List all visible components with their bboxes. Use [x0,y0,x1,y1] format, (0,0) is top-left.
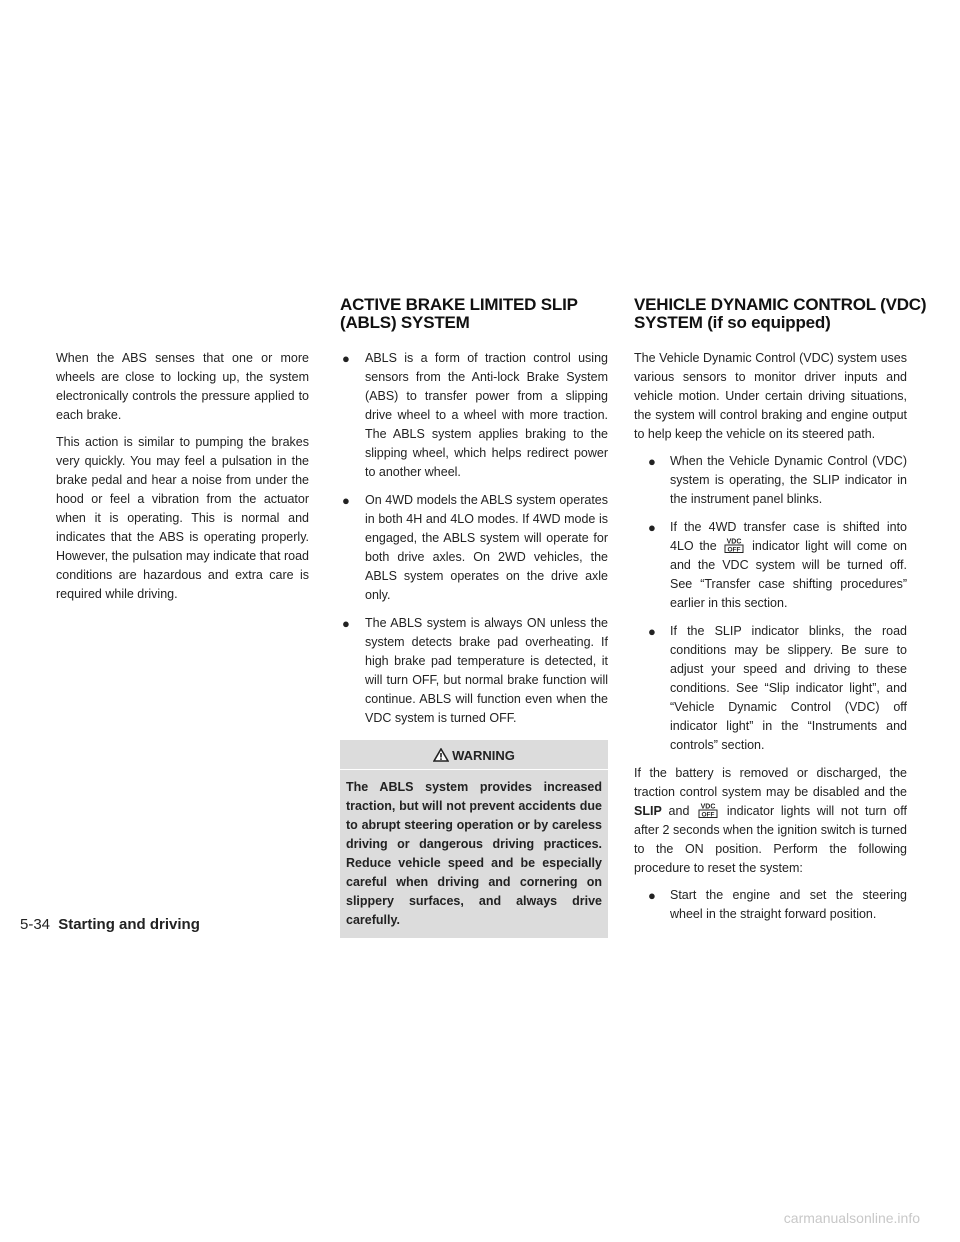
battery-text-a: If the battery is removed or discharged, the traction control system may be disabled and the [634,766,907,799]
vdc-intro: The Vehicle Dynamic Control (VDC) system uses various sensors to monitor driver inputs and vehicle motion. Under certain driving situations, the system will control braking and engine output to help keep the vehicle on its steered path. [634,351,907,441]
vdc-icon-line1: VDC [727,538,742,546]
vdc-bullet [634,452,907,509]
warning-box [340,740,608,938]
column-middle [340,349,608,938]
battery-text-b: indicator lights will not turn off after 2 seconds when the ignition switch is turned to the ON position. Perform the following procedure to reset the system: [634,804,907,875]
abls-bullet-text: The ABLS system is always ON unless the system detects brake pad overheating. If high brake pad temperature is detected, it will turn OFF, but normal brake function will continue. ABLS will function even when the VDC system is turned OFF. [365,616,608,725]
abs-paragraph-1: When the ABS senses that one or more wheels are close to locking up, the system electronically controls the pressure applied to each brake. [56,351,309,422]
bullet-dot-icon: ● [648,520,656,535]
bullet-dot-icon: ● [342,616,350,631]
abls-bullet [340,614,608,728]
vdc-icon-line2: OFF [701,811,715,818]
battery-paragraph [634,764,907,878]
slip-label: SLIP [634,804,662,818]
vdc-bullet-text: When the Vehicle Dynamic Control (VDC) system is operating, the SLIP indicator in the instrument panel blinks. [670,454,907,506]
vdc-bullet-text-b: indicator light will come on and the VDC system will be turned off. See “Transfer case shifting procedures” earlier in this section. [670,539,907,610]
vdc-bullet-text: Start the engine and set the steering wheel in the straight forward position. [670,888,907,921]
warning-triangle-icon [433,748,449,762]
vdc-bullet-text-a: If the 4WD transfer case is shifted into 4LO the [670,520,907,553]
bullet-dot-icon: ● [648,888,656,903]
vdc-bullet [634,518,907,613]
abls-heading: ACTIVE BRAKE LIMITED SLIP (ABLS) SYSTEM [340,295,578,332]
bullet-dot-icon: ● [648,454,656,469]
vdc-icon-line1: VDC [700,803,716,811]
abls-bullet-text: On 4WD models the ABLS system operates in both 4H and 4LO modes. If 4WD mode is engaged, the ABLS system will operate for both drive axles. On 2WD vehicles, the ABLS system operates on the drive axle only. [365,493,608,602]
abls-bullet-text: ABLS is a form of traction control using sensors from the Anti-lock Brake System (ABS) to transfer power from a slipping drive wheel to a wheel with more traction. The ABLS system applies braking to the slipping wheel, which helps redirect power to another wheel. [365,351,608,479]
vdc-bullet [634,622,907,755]
abs-paragraph-2: This action is similar to pumping the brakes very quickly. You may feel a pulsation in the brake pedal and hear a noise from under the hood or feel a vibration from the actuator when it is operating. This is normal and indicates that the ABS is operating properly. However, the pulsation may indicate that road conditions are hazardous and extra care is required while driving. [56,435,309,601]
vdc-off-icon [698,802,718,818]
vdc-bullet [634,886,907,924]
bullet-dot-icon: ● [342,351,350,366]
column-right [634,349,907,933]
warning-header [340,740,608,770]
vdc-bullet-text: If the SLIP indicator blinks, the road conditions may be slippery. Be sure to adjust your speed and driving to these conditions. See “Slip indicator light”, and “Vehicle Dynamic Control (VDC) off indicator light” in the “Instruments and controls” section. [670,624,907,752]
warning-title: WARNING [452,748,515,763]
vdc-icon-line2: OFF [727,546,741,553]
watermark: carmanualsonline.info [783,1210,920,1226]
page-footer [20,916,200,933]
vdc-heading: VEHICLE DYNAMIC CONTROL (VDC) SYSTEM (if so equipped) [634,295,927,332]
column-left [56,349,309,612]
warning-text: The ABLS system provides increased traction, but will not prevent accidents due to abrupt steering operation or by careless driving or dangerous driving practices. Reduce vehicle speed and be especially careful when driving and cornering on slippery surfaces, and always drive carefully. [346,780,602,927]
page-number: 5-34 [20,916,51,933]
bullet-dot-icon: ● [648,624,656,639]
and-text: and [668,804,690,818]
abls-bullet [340,349,608,482]
vdc-off-icon [724,537,744,553]
section-title: Starting and driving [58,916,200,933]
bullet-dot-icon: ● [342,493,350,508]
abls-bullet [340,491,608,605]
